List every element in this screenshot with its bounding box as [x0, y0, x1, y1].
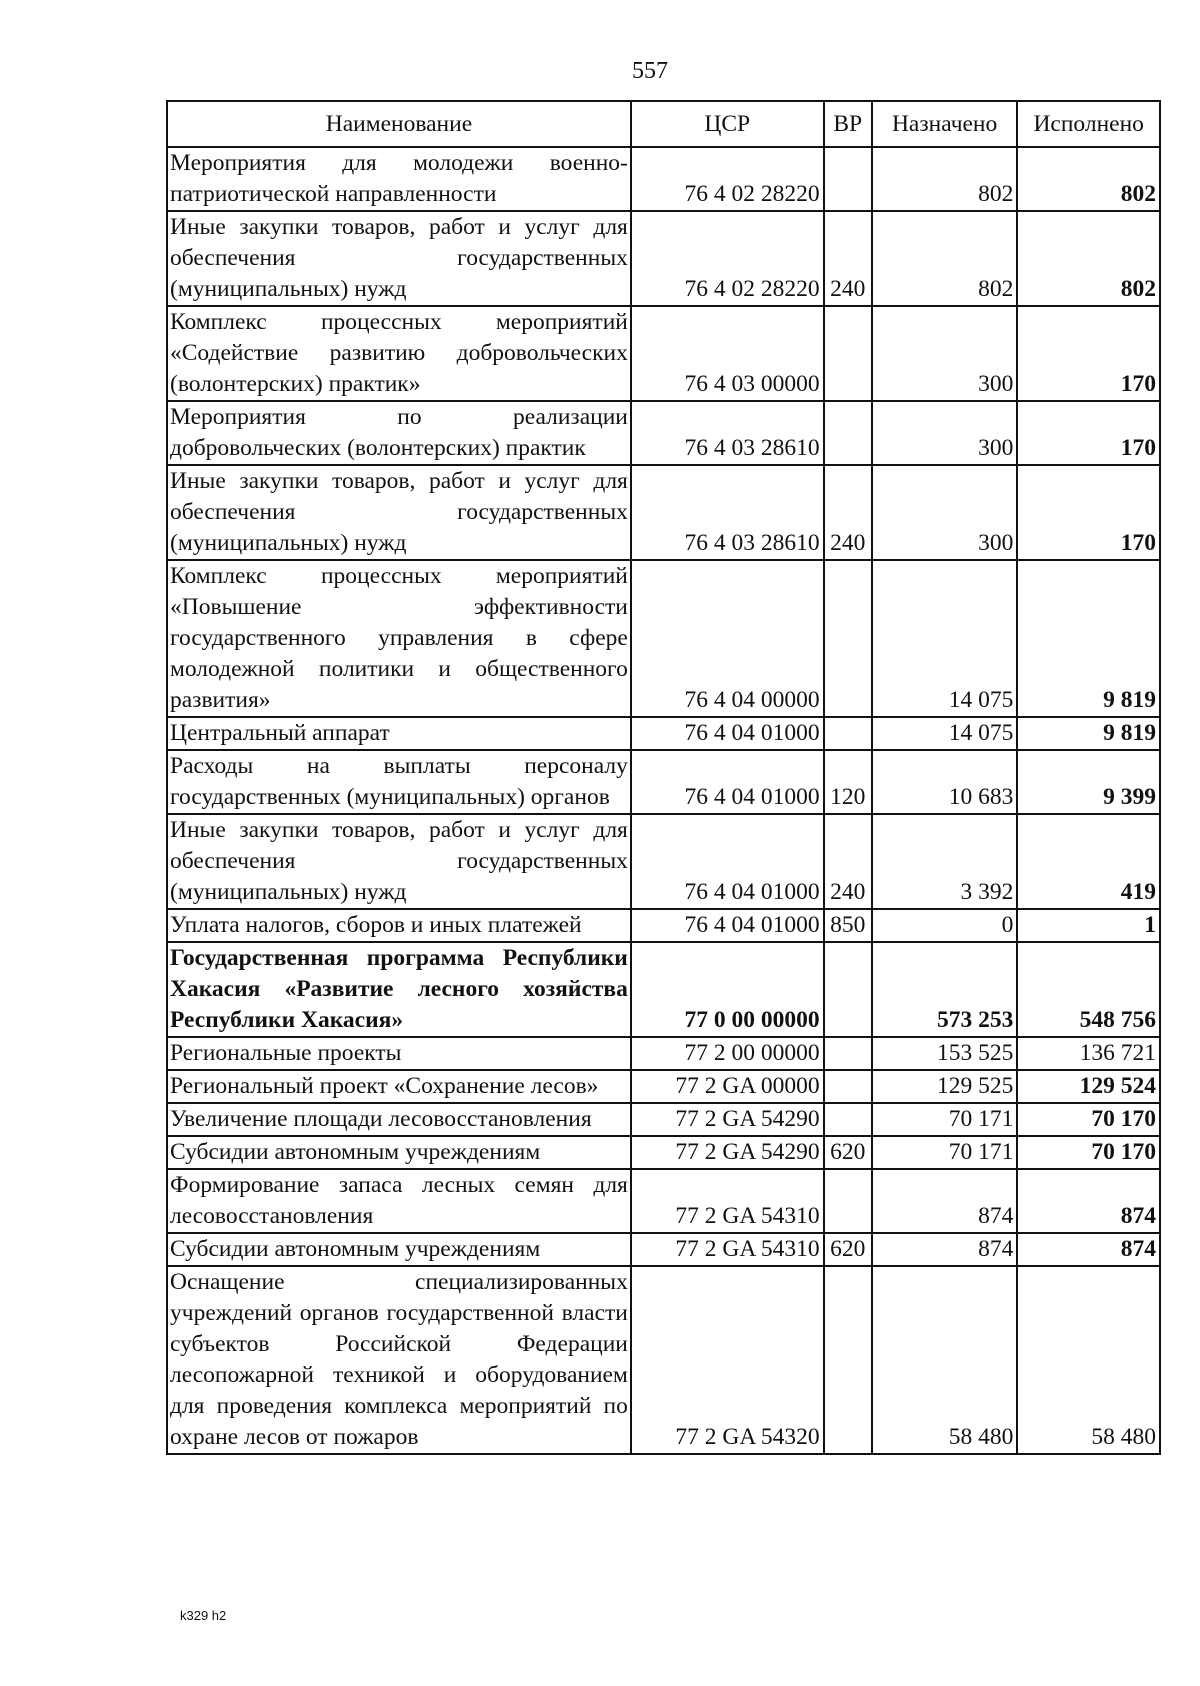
row-executed: 419 — [1017, 814, 1160, 909]
header-csr: ЦСР — [631, 101, 824, 147]
row-executed: 802 — [1017, 147, 1160, 211]
table-row — [167, 1037, 1160, 1070]
row-assigned: 70 171 — [872, 1136, 1018, 1169]
table-row — [167, 1103, 1160, 1136]
row-executed: 9 819 — [1017, 717, 1160, 750]
row-name: Субсидии автономным учреждениям — [167, 1233, 631, 1266]
table-row — [167, 465, 1160, 560]
table-row — [167, 1233, 1160, 1266]
row-assigned: 0 — [872, 909, 1018, 942]
table-header-row — [167, 101, 1160, 147]
row-vr: 240 — [824, 814, 872, 909]
row-csr: 77 0 00 00000 — [631, 942, 824, 1037]
row-name: Мероприятия для молодежи военно-патриотической направленности — [167, 147, 631, 211]
row-executed: 170 — [1017, 401, 1160, 465]
row-csr: 76 4 04 01000 — [631, 750, 824, 814]
footer-code: k329 h2 — [180, 1608, 227, 1623]
row-assigned: 802 — [872, 211, 1018, 306]
row-vr — [824, 1103, 872, 1136]
row-name: Региональные проекты — [167, 1037, 631, 1070]
row-name: Иные закупки товаров, работ и услуг для обеспечения государственных (муниципальных) нужд — [167, 814, 631, 909]
row-assigned: 58 480 — [872, 1266, 1018, 1454]
row-executed: 70 170 — [1017, 1136, 1160, 1169]
row-name: Иные закупки товаров, работ и услуг для обеспечения государственных (муниципальных) нужд — [167, 211, 631, 306]
row-vr: 620 — [824, 1233, 872, 1266]
row-name: Формирование запаса лесных семян для лесовосстановления — [167, 1169, 631, 1233]
row-vr: 120 — [824, 750, 872, 814]
row-name: Государственная программа Республики Хакасия «Развитие лесного хозяйства Республики Хакасия» — [167, 942, 631, 1037]
row-executed: 802 — [1017, 211, 1160, 306]
row-executed: 170 — [1017, 306, 1160, 401]
table-row — [167, 306, 1160, 401]
row-csr: 77 2 GA 54310 — [631, 1169, 824, 1233]
row-executed: 58 480 — [1017, 1266, 1160, 1454]
row-csr: 77 2 GA 54310 — [631, 1233, 824, 1266]
row-csr: 76 4 04 01000 — [631, 717, 824, 750]
table-row — [167, 1169, 1160, 1233]
row-name: Оснащение специализированных учреждений органов государственной власти субъектов Российской Федерации лесопожарной техникой и оборудованием для проведения комплекса мероприятий по охране лесов от пожаров — [167, 1266, 631, 1454]
row-name: Комплекс процессных мероприятий «Повышение эффективности государственного управления в сфере молодежной политики и общественного развития» — [167, 560, 631, 717]
row-csr: 76 4 03 28610 — [631, 401, 824, 465]
row-executed: 70 170 — [1017, 1103, 1160, 1136]
row-vr — [824, 306, 872, 401]
row-vr — [824, 401, 872, 465]
row-executed: 874 — [1017, 1169, 1160, 1233]
row-executed: 874 — [1017, 1233, 1160, 1266]
row-name: Региональный проект «Сохранение лесов» — [167, 1070, 631, 1103]
row-executed: 9 819 — [1017, 560, 1160, 717]
row-name: Уплата налогов, сборов и иных платежей — [167, 909, 631, 942]
row-name: Иные закупки товаров, работ и услуг для обеспечения государственных (муниципальных) нужд — [167, 465, 631, 560]
row-vr — [824, 717, 872, 750]
row-assigned: 874 — [872, 1233, 1018, 1266]
table-row — [167, 401, 1160, 465]
row-executed: 548 756 — [1017, 942, 1160, 1037]
row-name: Мероприятия по реализации добровольческих (волонтерских) практик — [167, 401, 631, 465]
row-csr: 76 4 02 28220 — [631, 147, 824, 211]
table-row — [167, 717, 1160, 750]
row-assigned: 300 — [872, 465, 1018, 560]
row-vr — [824, 1169, 872, 1233]
table-row — [167, 147, 1160, 211]
table-row — [167, 1070, 1160, 1103]
row-executed: 129 524 — [1017, 1070, 1160, 1103]
row-vr: 850 — [824, 909, 872, 942]
row-name: Субсидии автономным учреждениям — [167, 1136, 631, 1169]
table-row — [167, 750, 1160, 814]
row-vr: 620 — [824, 1136, 872, 1169]
row-name: Центральный аппарат — [167, 717, 631, 750]
row-name: Комплекс процессных мероприятий «Содействие развитию добровольческих (волонтерских) практик» — [167, 306, 631, 401]
row-vr: 240 — [824, 465, 872, 560]
row-executed: 9 399 — [1017, 750, 1160, 814]
row-assigned: 802 — [872, 147, 1018, 211]
header-name: Наименование — [167, 101, 631, 147]
table-row — [167, 1266, 1160, 1454]
table-row — [167, 814, 1160, 909]
row-csr: 76 4 03 00000 — [631, 306, 824, 401]
row-assigned: 14 075 — [872, 560, 1018, 717]
row-csr: 77 2 GA 54320 — [631, 1266, 824, 1454]
row-executed: 1 — [1017, 909, 1160, 942]
header-executed: Исполнено — [1017, 101, 1160, 147]
row-vr — [824, 1037, 872, 1070]
row-assigned: 573 253 — [872, 942, 1018, 1037]
row-assigned: 153 525 — [872, 1037, 1018, 1070]
row-vr — [824, 1266, 872, 1454]
row-vr — [824, 1070, 872, 1103]
budget-table — [166, 100, 1161, 1455]
row-csr: 76 4 04 01000 — [631, 909, 824, 942]
row-assigned: 129 525 — [872, 1070, 1018, 1103]
row-csr: 76 4 03 28610 — [631, 465, 824, 560]
page-number: 557 — [632, 58, 668, 84]
table-body — [167, 147, 1160, 1454]
row-executed: 136 721 — [1017, 1037, 1160, 1070]
header-assigned: Назначено — [872, 101, 1018, 147]
row-assigned: 300 — [872, 306, 1018, 401]
row-executed: 170 — [1017, 465, 1160, 560]
table-row — [167, 560, 1160, 717]
row-assigned: 300 — [872, 401, 1018, 465]
row-csr: 77 2 GA 54290 — [631, 1103, 824, 1136]
row-assigned: 10 683 — [872, 750, 1018, 814]
row-assigned: 874 — [872, 1169, 1018, 1233]
row-assigned: 3 392 — [872, 814, 1018, 909]
table-row — [167, 211, 1160, 306]
row-name: Увеличение площади лесовосстановления — [167, 1103, 631, 1136]
row-csr: 77 2 GA 00000 — [631, 1070, 824, 1103]
row-csr: 76 4 04 00000 — [631, 560, 824, 717]
row-vr — [824, 147, 872, 211]
row-vr: 240 — [824, 211, 872, 306]
row-vr — [824, 560, 872, 717]
row-name: Расходы на выплаты персоналу государственных (муниципальных) органов — [167, 750, 631, 814]
row-csr: 77 2 GA 54290 — [631, 1136, 824, 1169]
row-vr — [824, 942, 872, 1037]
table-row — [167, 1136, 1160, 1169]
row-csr: 76 4 04 01000 — [631, 814, 824, 909]
table-row-program — [167, 942, 1160, 1037]
table-row — [167, 909, 1160, 942]
row-csr: 76 4 02 28220 — [631, 211, 824, 306]
row-assigned: 70 171 — [872, 1103, 1018, 1136]
header-vr: ВР — [824, 101, 872, 147]
row-csr: 77 2 00 00000 — [631, 1037, 824, 1070]
row-assigned: 14 075 — [872, 717, 1018, 750]
